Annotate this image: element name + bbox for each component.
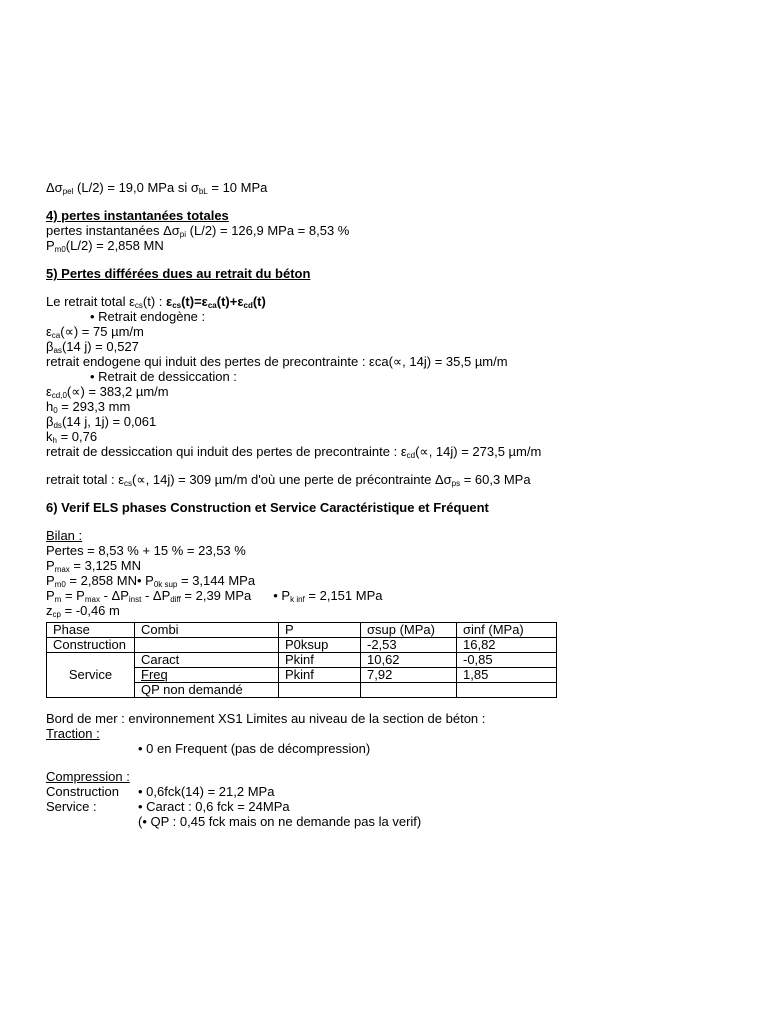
- subscript: h: [52, 436, 57, 445]
- subscript: max: [84, 595, 100, 604]
- subscript: m0: [54, 580, 66, 589]
- pm0-line: [46, 238, 726, 253]
- text: = 2,151 MPa: [304, 588, 383, 603]
- subscript: 0: [53, 406, 58, 415]
- bds-line: [46, 414, 726, 429]
- text: β: [46, 414, 54, 429]
- text: = P: [61, 588, 85, 603]
- text: = 60,3 MPa: [460, 472, 531, 487]
- text: = 10 MPa: [207, 180, 268, 195]
- table-cell: QP non demandé: [135, 683, 279, 698]
- subscript: ca: [51, 331, 61, 340]
- table-cell: Construction: [47, 638, 135, 653]
- text: (14 j, 1j) = 0,061: [61, 414, 157, 429]
- table-cell: Pkinf: [279, 668, 361, 683]
- table-row: [47, 638, 557, 653]
- traction-heading: Traction :: [46, 726, 100, 741]
- ecd0-line: [46, 384, 726, 399]
- delta-sigma-pel-line: [46, 180, 726, 195]
- subscript: pel: [62, 187, 74, 196]
- pmax-line: [46, 558, 726, 573]
- table-cell: [135, 638, 279, 653]
- text: P: [46, 238, 55, 253]
- text: z: [46, 603, 53, 618]
- kh-line: [46, 429, 726, 444]
- compression-construction-row: [46, 784, 726, 799]
- pertes-line: Pertes = 8,53 % + 15 % = 23,53 %: [46, 543, 246, 558]
- text: ε: [166, 294, 173, 309]
- subscript: k inf: [290, 595, 305, 604]
- table-cell: Freq: [135, 668, 279, 683]
- text: • P: [273, 588, 291, 603]
- text: - ΔP: [141, 588, 171, 603]
- els-stress-table: [46, 622, 557, 698]
- text: Le retrait total ε: [46, 294, 135, 309]
- text: = 3,125 MN: [69, 558, 141, 573]
- text: = 3,144 MPa: [177, 573, 256, 588]
- text: retrait de dessiccation qui induit des pertes de precontrainte : ε: [46, 444, 407, 459]
- table-row: [47, 653, 557, 668]
- subscript: cs: [124, 479, 133, 488]
- text: (L/2) = 2,858 MN: [65, 238, 164, 253]
- text: P: [46, 558, 55, 573]
- table-cell: Pkinf: [279, 653, 361, 668]
- subscript: m: [54, 595, 62, 604]
- text: Δσ: [46, 180, 63, 195]
- subscript: cd: [243, 301, 253, 310]
- text: h: [46, 399, 54, 414]
- subscript: bL: [198, 187, 208, 196]
- bullet-retrait-endogene: • Retrait endogène :: [90, 309, 206, 324]
- subscript: ca: [207, 301, 217, 310]
- compression-service-row: [46, 799, 726, 814]
- subscript: pi: [179, 230, 187, 239]
- table-header-row: [47, 623, 557, 638]
- subscript: inst: [128, 595, 142, 604]
- text: (t) :: [142, 294, 167, 309]
- table-header-cell: σsup (MPa): [361, 623, 457, 638]
- bullet-retrait-dessiccation: • Retrait de dessiccation :: [90, 369, 237, 384]
- text: = -0,46 m: [60, 603, 120, 618]
- table-cell: [361, 683, 457, 698]
- table-header-cell: P: [279, 623, 361, 638]
- text: = 2,39 MPa: [180, 588, 252, 603]
- traction-value: • 0 en Frequent (pas de décompression): [138, 741, 371, 756]
- text: (∝, 14j) = 309 µm/m d'où une perte de précontrainte Δσ: [132, 472, 452, 487]
- text: (L/2) = 19,0 MPa si σ: [73, 180, 199, 195]
- dessiccation-loss-line: [46, 444, 726, 459]
- table-cell: Caract: [135, 653, 279, 668]
- text: P: [46, 573, 55, 588]
- bilan-heading: Bilan :: [46, 528, 83, 543]
- table-cell: 16,82: [457, 638, 557, 653]
- table-cell: P0ksup: [279, 638, 361, 653]
- text: P: [46, 588, 55, 603]
- section-4-title: 4) pertes instantanées totales: [46, 208, 229, 223]
- text: retrait total : ε: [46, 472, 125, 487]
- text: (t): [252, 294, 266, 309]
- text: Service :: [46, 799, 97, 814]
- text: • Caract : 0,6 fck = 24MPa: [138, 799, 290, 814]
- text: • 0,6fck(14) = 21,2 MPa: [138, 784, 275, 799]
- text: pertes instantanées Δσ: [46, 223, 180, 238]
- h0-line: [46, 399, 726, 414]
- text: k: [46, 429, 53, 444]
- text: - ΔP: [99, 588, 129, 603]
- endogene-loss-line: retrait endogene qui induit des pertes de precontrainte : εca(∝, 14j) = 35,5 µm/m: [46, 354, 508, 369]
- table-cell: -2,53: [361, 638, 457, 653]
- compression-heading: Compression :: [46, 769, 130, 784]
- text: = 2,858 MN• P: [65, 573, 154, 588]
- text: = 0,76: [56, 429, 98, 444]
- pertes-instantanees-line: [46, 223, 726, 238]
- text: (t)=ε: [181, 294, 208, 309]
- text: (t)+ε: [216, 294, 244, 309]
- text: ε: [46, 324, 52, 339]
- table-cell: [457, 683, 557, 698]
- table-cell: 10,62: [361, 653, 457, 668]
- table-header-cell: Combi: [135, 623, 279, 638]
- text: (∝, 14j) = 273,5 µm/m: [415, 444, 542, 459]
- subscript: cs: [134, 301, 143, 310]
- subscript: cd: [406, 451, 416, 460]
- subscript: cp: [52, 610, 61, 619]
- text: = 293,3 mm: [57, 399, 131, 414]
- document-page: [46, 180, 726, 829]
- table-cell: -0,85: [457, 653, 557, 668]
- table-cell: 1,85: [457, 668, 557, 683]
- section-5-title: 5) Pertes différées dues au retrait du béton: [46, 266, 311, 281]
- subscript: cd,0: [51, 391, 67, 400]
- pm0-pksup-line: [46, 573, 726, 588]
- table-cell: Service: [47, 653, 135, 698]
- text: (∝) = 75 µm/m: [60, 324, 144, 339]
- text: (∝) = 383,2 µm/m: [66, 384, 169, 399]
- table-header-cell: σinf (MPa): [457, 623, 557, 638]
- subscript: cs: [172, 301, 182, 310]
- subscript: m0: [54, 245, 66, 254]
- subscript: diff: [170, 595, 181, 604]
- text: (14 j) = 0,527: [61, 339, 139, 354]
- pm-line: [46, 588, 726, 603]
- section-6-title: 6) Verif ELS phases Construction et Service Caractéristique et Fréquent: [46, 500, 489, 515]
- zcp-line: [46, 603, 726, 618]
- eca-line: [46, 324, 726, 339]
- text: (L/2) = 126,9 MPa = 8,53 %: [186, 223, 350, 238]
- table-header-cell: Phase: [47, 623, 135, 638]
- text: β: [46, 339, 54, 354]
- subscript: ds: [53, 421, 62, 430]
- subscript: as: [53, 346, 62, 355]
- retrait-total-loss-line: [46, 472, 726, 487]
- text: ε: [46, 384, 52, 399]
- retrait-total-line: [46, 294, 726, 309]
- subscript: ps: [451, 479, 461, 488]
- subscript: max: [54, 565, 70, 574]
- text: Construction: [46, 784, 119, 799]
- table-cell: [279, 683, 361, 698]
- qp-note: (• QP : 0,45 fck mais on ne demande pas la verif): [138, 814, 422, 829]
- bord-de-mer-line: Bord de mer : environnement XS1 Limites au niveau de la section de béton :: [46, 711, 486, 726]
- bas-line: [46, 339, 726, 354]
- table-cell: 7,92: [361, 668, 457, 683]
- subscript: 0k sup: [153, 580, 178, 589]
